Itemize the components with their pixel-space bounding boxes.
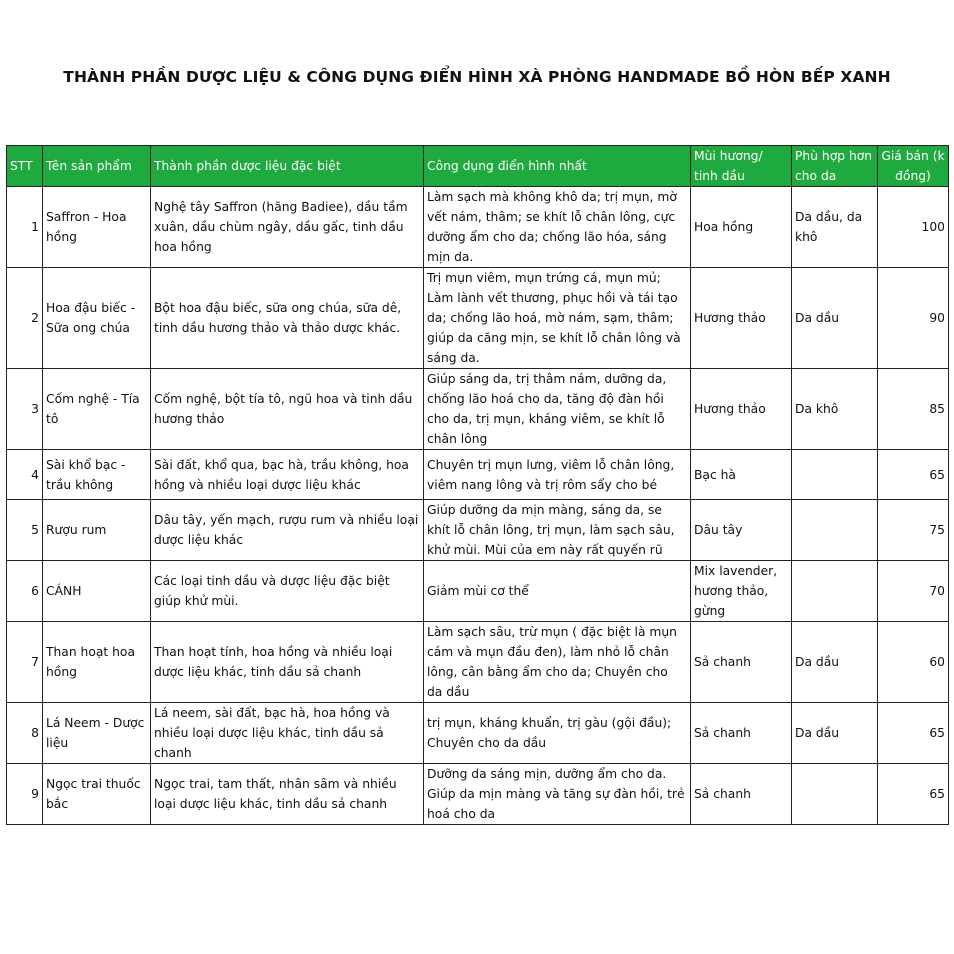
cell-stt: 9 — [7, 764, 43, 825]
header-ingredients: Thành phần dược liệu đặc biệt — [151, 146, 424, 187]
table-row — [7, 450, 949, 500]
cell-ingredients: Bột hoa đậu biếc, sữa ong chúa, sữa dê, tinh dầu hương thảo và thảo dược khác. — [151, 268, 424, 369]
cell-ingredients: Dâu tây, yến mạch, rượu rum và nhiều loại dược liệu khác — [151, 500, 424, 561]
cell-uses: Dưỡng da sáng mịn, dưỡng ẩm cho da. Giúp da mịn màng và tăng sự đàn hồi, trẻ hoá cho da — [424, 764, 691, 825]
cell-ingredients: Lá neem, sài đất, bạc hà, hoa hồng và nhiều loại dược liệu khác, tinh dầu sả chanh — [151, 703, 424, 764]
cell-name: Rượu rum — [43, 500, 151, 561]
cell-uses: Trị mụn viêm, mụn trứng cá, mụn mủ; Làm lành vết thương, phục hồi và tái tạo da; chống lão hoá, mờ nám, sạm, thâm; giúp da căng mịn, se khít lỗ chân lông và sáng da. — [424, 268, 691, 369]
cell-skin: Da dầu — [792, 622, 878, 703]
cell-price: 100 — [878, 187, 949, 268]
cell-name: Ngọc trai thuốc bắc — [43, 764, 151, 825]
cell-price: 65 — [878, 764, 949, 825]
cell-price: 65 — [878, 450, 949, 500]
cell-uses: trị mụn, kháng khuẩn, trị gàu (gội đầu); Chuyên cho da dầu — [424, 703, 691, 764]
cell-scent: Dâu tây — [691, 500, 792, 561]
table-row — [7, 500, 949, 561]
cell-scent: Bạc hà — [691, 450, 792, 500]
product-table — [6, 145, 949, 825]
cell-ingredients: Than hoạt tính, hoa hồng và nhiều loại dược liệu khác, tinh dầu sả chanh — [151, 622, 424, 703]
cell-ingredients: Cốm nghệ, bột tía tô, ngũ hoa và tinh dầu hương thảo — [151, 369, 424, 450]
cell-name: Saffron - Hoa hồng — [43, 187, 151, 268]
cell-uses: Làm sạch mà không khô da; trị mụn, mờ vết nám, thâm; se khít lỗ chân lông, cực dưỡng ẩm cho da; chống lão hóa, sáng mịn da. — [424, 187, 691, 268]
header-name: Tên sản phẩm — [43, 146, 151, 187]
cell-ingredients: Sài đất, khổ qua, bạc hà, trầu không, hoa hồng và nhiều loại dược liệu khác — [151, 450, 424, 500]
header-price: Giá bán (k đồng) — [878, 146, 949, 187]
cell-skin: Da dầu, da khô — [792, 187, 878, 268]
table-row — [7, 764, 949, 825]
cell-stt: 1 — [7, 187, 43, 268]
cell-price: 85 — [878, 369, 949, 450]
page-title: THÀNH PHẦN DƯỢC LIỆU & CÔNG DỤNG ĐIỂN HÌNH XÀ PHÒNG HANDMADE BỒ HÒN BẾP XANH — [63, 68, 891, 86]
header-scent: Mùi hương/ tinh dầu — [691, 146, 792, 187]
header-row — [7, 146, 949, 187]
cell-skin — [792, 500, 878, 561]
cell-stt: 8 — [7, 703, 43, 764]
cell-price: 90 — [878, 268, 949, 369]
cell-scent: Mix lavender, hương thảo, gừng — [691, 561, 792, 622]
cell-uses: Giúp sáng da, trị thâm nám, dưỡng da, chống lão hoá cho da, tăng độ đàn hồi cho da, trị mụn, kháng viêm, se khít lỗ chân lông — [424, 369, 691, 450]
cell-stt: 4 — [7, 450, 43, 500]
cell-stt: 2 — [7, 268, 43, 369]
cell-scent: Hương thảo — [691, 268, 792, 369]
cell-ingredients: Các loại tinh dầu và dược liệu đặc biệt giúp khử mùi. — [151, 561, 424, 622]
cell-stt: 6 — [7, 561, 43, 622]
header-uses: Công dụng điển hình nhất — [424, 146, 691, 187]
cell-skin: Da khô — [792, 369, 878, 450]
cell-price: 70 — [878, 561, 949, 622]
table-row — [7, 622, 949, 703]
table-row — [7, 369, 949, 450]
cell-skin — [792, 764, 878, 825]
cell-uses: Giảm mùi cơ thể — [424, 561, 691, 622]
table-row — [7, 561, 949, 622]
cell-name: Cốm nghệ - Tía tô — [43, 369, 151, 450]
cell-skin — [792, 450, 878, 500]
cell-uses: Chuyên trị mụn lưng, viêm lỗ chân lông, viêm nang lông và trị rôm sẩy cho bé — [424, 450, 691, 500]
cell-scent: Sả chanh — [691, 622, 792, 703]
cell-stt: 7 — [7, 622, 43, 703]
cell-name: Sài khổ bạc - trầu không — [43, 450, 151, 500]
cell-stt: 5 — [7, 500, 43, 561]
cell-price: 75 — [878, 500, 949, 561]
cell-scent: Sả chanh — [691, 764, 792, 825]
cell-name: Than hoạt hoa hồng — [43, 622, 151, 703]
cell-name: CÁNH — [43, 561, 151, 622]
cell-ingredients: Nghệ tây Saffron (hãng Badiee), dầu tầm xuân, dầu chùm ngây, dầu gấc, tinh dầu hoa hồng — [151, 187, 424, 268]
cell-price: 65 — [878, 703, 949, 764]
table-row — [7, 187, 949, 268]
cell-uses: Làm sạch sâu, trừ mụn ( đặc biệt là mụn cám và mụn đầu đen), làm nhỏ lỗ chân lông, cân bằng ẩm cho da; Chuyên cho da dầu — [424, 622, 691, 703]
table-row — [7, 268, 949, 369]
header-stt: STT — [7, 146, 43, 187]
cell-ingredients: Ngọc trai, tam thất, nhân sâm và nhiều loại dược liệu khác, tinh dầu sả chanh — [151, 764, 424, 825]
cell-skin: Da dầu — [792, 268, 878, 369]
header-skin: Phù hợp hơn cho da — [792, 146, 878, 187]
cell-scent: Sả chanh — [691, 703, 792, 764]
table-row — [7, 703, 949, 764]
cell-skin — [792, 561, 878, 622]
cell-skin: Da dầu — [792, 703, 878, 764]
cell-stt: 3 — [7, 369, 43, 450]
cell-uses: Giúp dưỡng da mịn màng, sáng da, se khít lỗ chân lông, trị mụn, làm sạch sâu, khử mùi. Mùi của em này rất quyến rũ — [424, 500, 691, 561]
cell-scent: Hương thảo — [691, 369, 792, 450]
cell-name: Lá Neem - Dược liệu — [43, 703, 151, 764]
cell-scent: Hoa hồng — [691, 187, 792, 268]
cell-name: Hoa đậu biếc - Sữa ong chúa — [43, 268, 151, 369]
cell-price: 60 — [878, 622, 949, 703]
